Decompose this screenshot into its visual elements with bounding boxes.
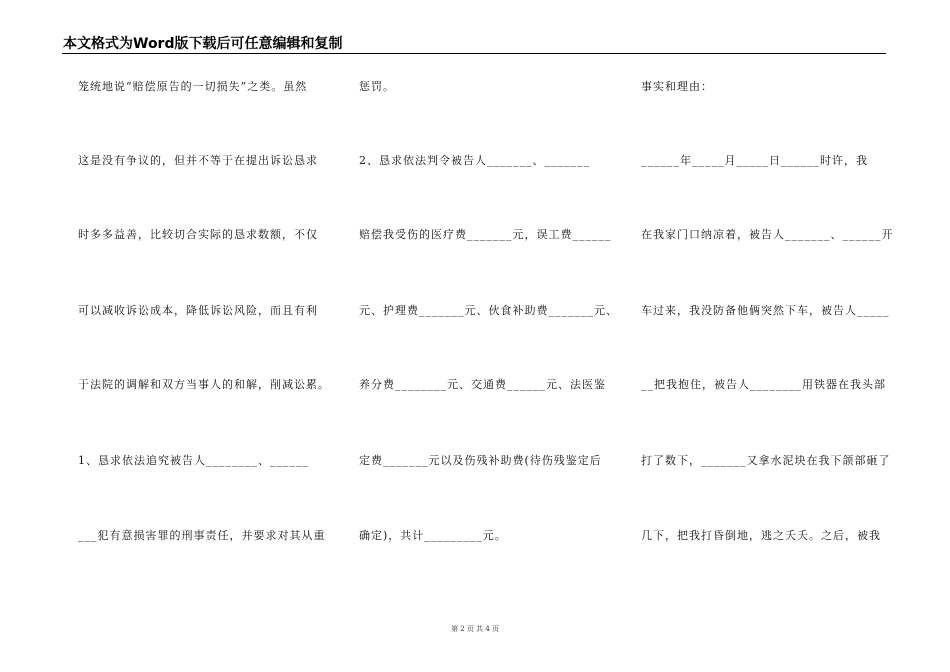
- text-line: 2、恳求依法判令被告人_______、_______: [359, 154, 590, 167]
- text-line: 车过来，我没防备他俩突然下车，被告人_____: [641, 304, 890, 317]
- text-line: 在我家门口纳凉着，被告人_______、______开: [641, 228, 894, 241]
- text-line: 赔偿我受伤的医疗费_______元，误工费______: [359, 228, 612, 241]
- text-line: 元、护理费_______元、伙食补助费_______元、: [359, 304, 618, 317]
- text-line: 于法院的调解和双方当事人的和解，削减讼累。: [78, 378, 330, 391]
- text-line: 确定)，共计_________元。: [359, 529, 507, 542]
- text-line: 时多多益善，比较切合实际的恳求数额，不仅: [78, 228, 318, 241]
- text-line: 这是没有争议的，但并不等于在提出诉讼恳求: [78, 154, 318, 167]
- text-line: 养分费________元、交通费______元、法医鉴: [359, 378, 606, 391]
- text-line: __把我抱住，被告人________用铁器在我头部: [641, 378, 886, 391]
- text-line: 惩罚。: [359, 80, 395, 93]
- text-line: 笼统地说“赔偿原告的一切损失”之类。虽然: [78, 80, 308, 93]
- page-number-footer: 第 2 页 共 4 页: [450, 625, 500, 633]
- document-header-title: 本文格式为Word版下载后可任意编辑和复制: [63, 36, 343, 52]
- header-divider: [62, 53, 886, 54]
- text-line: 可以减收诉讼成本，降低诉讼风险，而且有利: [78, 304, 318, 317]
- text-line: ___犯有意损害罪的刑事责任，并要求对其从重: [78, 529, 326, 542]
- text-line: 1、恳求依法追究被告人________、______: [78, 454, 309, 467]
- text-line: ______年_____月_____日______时许，我: [641, 154, 868, 167]
- text-line: 事实和理由：: [641, 80, 713, 93]
- text-line: 几下，把我打昏倒地，逃之夭夭。之后，被我: [641, 529, 881, 542]
- text-line: 定费_______元以及伤残补助费(待伤残鉴定后: [359, 454, 602, 467]
- text-line: 打了数下，_______又拿水泥块在我下颌部砸了: [641, 454, 891, 467]
